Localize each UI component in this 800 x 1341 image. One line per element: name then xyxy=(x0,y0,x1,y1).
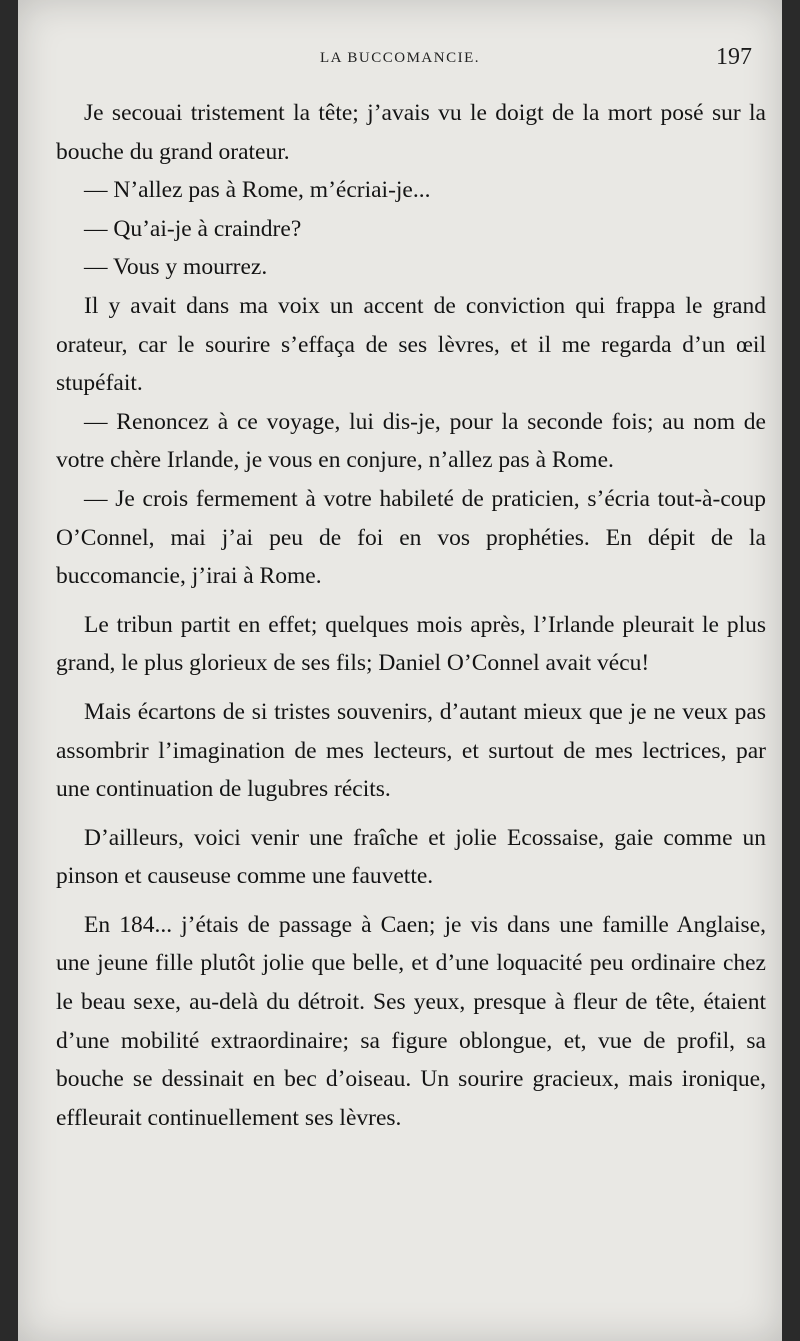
paragraph: Le tribun partit en effet; quelques mois après, l’Irlande pleurait le plus grand, le plus glorieux de ses fils; Daniel O’Connel avait vécu! xyxy=(56,611,766,677)
paragraph: Mais écartons de si tristes souvenirs, d’autant mieux que je ne veux pas assombrir l’imagination de mes lecteurs, et surtout de mes lectrices, par une continuation de lugubres récits. xyxy=(56,698,766,803)
paragraph: — N’allez pas à Rome, m’écriai-je... xyxy=(84,177,431,204)
paragraph: — Vous y mourrez. xyxy=(84,254,268,281)
paragraph: Il y avait dans ma voix un accent de conviction qui frappa le grand orateur, car le sourire s’effaça de ses lèvres, et il me regarda d’un œil stupéfait. xyxy=(56,292,766,397)
body-text xyxy=(56,94,766,1137)
paragraph: — Je crois fermement à votre habileté de praticien, s’écria tout-à-coup O’Connel, mai j’ai peu de foi en vos prophéties. En dépit de la buccomancie, j’irai à Rome. xyxy=(56,485,766,590)
paragraph: — Renoncez à ce voyage, lui dis-je, pour la seconde fois; au nom de votre chère Irlande, je vous en conjure, n’allez pas à Rome. xyxy=(56,408,766,474)
paragraph: En 184... j’étais de passage à Caen; je vis dans une famille Anglaise, une jeune fille plutôt jolie que belle, et d’une loquacité peu ordinaire chez le beau sexe, au-delà du détroit. Ses yeux, presque à fleur de tête, étaient d’une mobilité extraordinaire; sa figure oblongue, et, vue de profil, sa bouche se dessinait en bec d’oiseau. Un sourire gracieux, mais ironique, effleurait continuellement ses lèvres. xyxy=(56,911,766,1131)
paragraph: Je secouai tristement la tête; j’avais vu le doigt de la mort posé sur la bouche du grand orateur. xyxy=(56,100,766,165)
book-page xyxy=(18,0,782,1341)
paragraph: D’ailleurs, voici venir une fraîche et jolie Ecossaise, gaie comme un pinson et causeuse comme une fauvette. xyxy=(56,824,766,890)
paragraph: — Qu’ai-je à craindre? xyxy=(84,215,302,242)
page-number: 197 xyxy=(716,44,752,70)
page-header xyxy=(18,44,782,74)
running-title: LA BUCCOMANCIE. xyxy=(319,50,480,66)
